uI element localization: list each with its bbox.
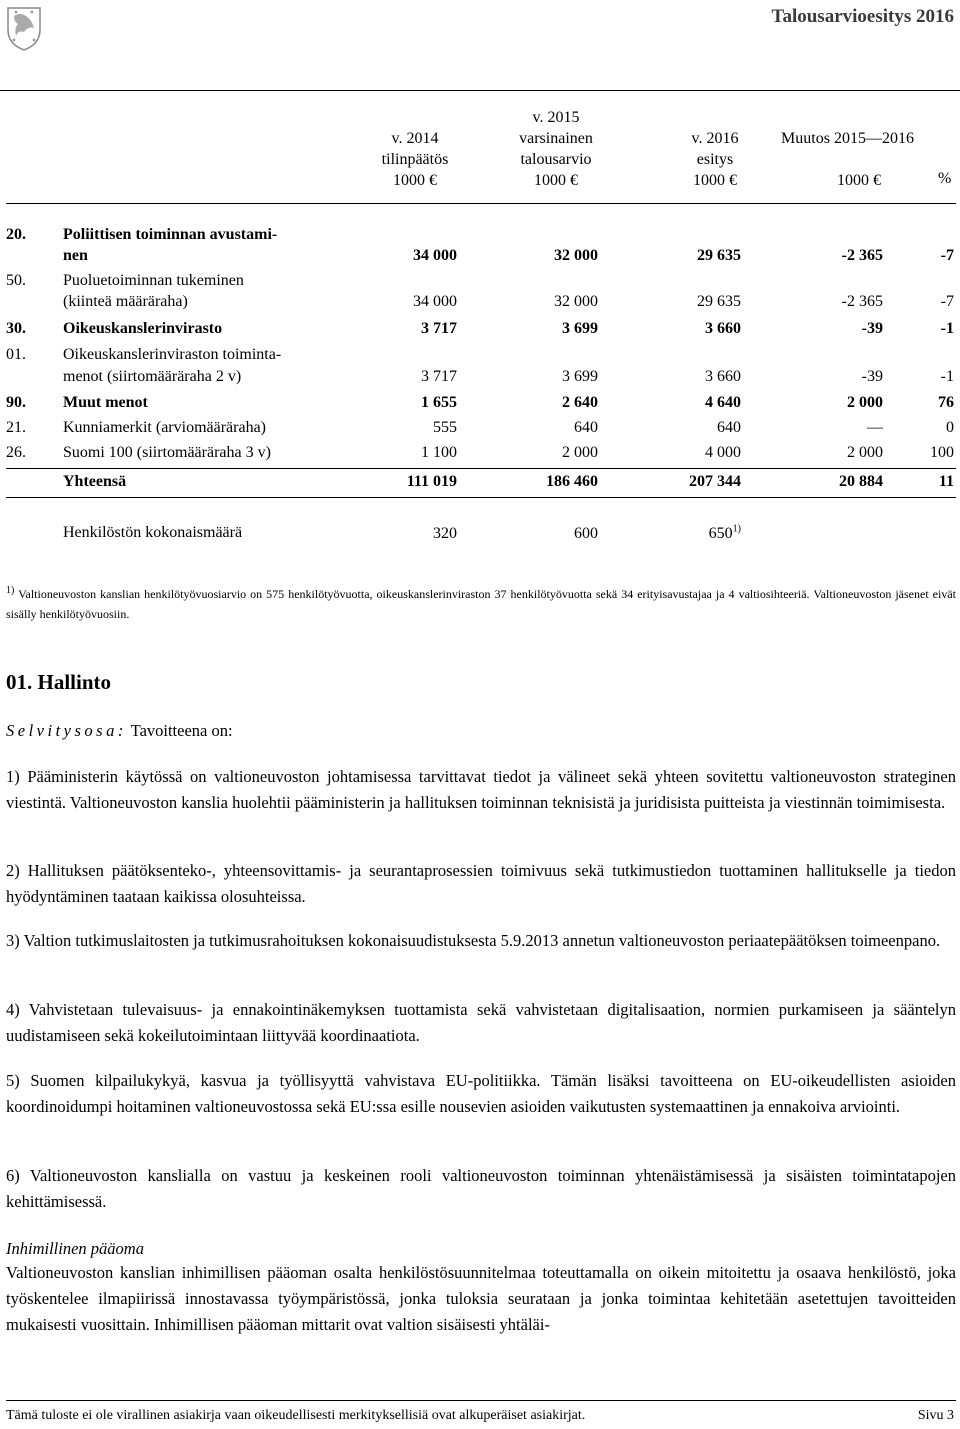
paragraph: 4) Vahvistetaan tulevaisuus- ja ennakointinäkemyksen tuottamista sekä vahvistetaan digitalisaation, normien purkamiseen ja sääntelyn uudistamiseen sekä kokeilutoimintaan liittyvää koordinaatiota.	[6, 1000, 956, 1045]
table-header-rule	[6, 203, 956, 204]
col-header-2014: v. 2014 tilinpäätös 1000 €	[381, 130, 449, 189]
paragraph: 3) Valtion tutkimuslaitosten ja tutkimusrahoituksen kokonaisuudistuksesta 5.9.2013 annetun valtioneuvoston periaatepäätöksen toimeenpano.	[6, 931, 941, 950]
header-rule	[0, 90, 960, 91]
footer-rule	[6, 1400, 956, 1401]
table-total-rule	[6, 468, 956, 469]
col-header-change: Muutos 2015—2016 1000 €	[781, 130, 914, 189]
col-header-percent: %	[938, 170, 952, 187]
paragraph: 1) Pääministerin käytössä on valtioneuvoston johtamisessa tarvittavat tiedot ja välineet sekä yhteen sovitettu valtioneuvoston strateginen viestintä. Valtioneuvoston kanslia huolehtii pääministerin ja hallituksen toiminnan teknisistä ja juridisista puitteista ja viestinnän toimimisesta.	[6, 767, 956, 812]
paragraph: 2) Hallituksen päätöksenteko-, yhteensovittamis- ja seurantaprosessien toimivuus sekä tutkimustiedon tuottaminen hallitukselle ja tiedon hyödyntäminen taataan kaikissa olosuhteissa.	[6, 861, 956, 906]
coat-of-arms-logo	[4, 4, 44, 52]
col-header-2015: v. 2015 varsinainen talousarvio 1000 €	[519, 109, 593, 189]
footnote: $^{1)}$ Valtioneuvoston kanslian henkilötyövuosiarvio on 575 henkilötyövuotta, oikeuskanslerinviraston 37 henkilötyövuotta sekä 34 erityisavustajaa ja 4 valtiosihteeriä. Valtioneuvoston jäsenet eivät sisälly henkilötyövuosiin.	[6, 585, 956, 621]
page-number: Sivu 3	[917, 1408, 954, 1423]
subheading: Inhimillinen pääoma	[6, 1239, 144, 1258]
paragraph: 5) Suomen kilpailukykyä, kasvua ja työllisyyttä vahvistava EU-politiikka. Tämän lisäksi tavoitteena on EU-oikeudellisten asioiden koordinoidumpi hoitaminen valtioneuvostossa sekä EU:ssa esille nousevien asioiden vaikutusten systemaattinen ja ennakoiva arviointi.	[6, 1071, 956, 1116]
section-heading: 01. Hallinto	[6, 670, 112, 694]
footer-disclaimer: Tämä tuloste ei ole virallinen asiakirja vaan oikeudellisesti merkityksellisiä ovat alkuperäiset asiakirjat.	[6, 1408, 586, 1423]
paragraph: Valtioneuvoston kanslian inhimillisen pääoman osalta henkilöstösuunnitelmaa toteuttamalla on oikein mitoitettu ja osaava henkilöstö, joka työskentelee ilmapiirissä innostavassa työympäristössä, jonka tuloksia seurataan ja jonka toimintaa kehitetään asetettujen tavoitteiden mukaisesti vuosittain. Inhimillisen pääoman mittarit ovat valtion sisäisesti yhtäläi-	[6, 1263, 956, 1334]
col-header-2016: v. 2016 esitys 1000 €	[691, 130, 739, 189]
paragraph: 6) Valtioneuvoston kanslialla on vastuu ja keskeinen rooli valtioneuvoston toiminnan yhtenäistämisessä ja sisäisten toimintatapojen kehittämisessä.	[6, 1166, 956, 1211]
document-title: Talousarvioesitys 2016	[771, 6, 954, 27]
table-bottom-rule	[6, 497, 956, 498]
selvitysosa-line: Selvitysosa: Tavoitteena on:	[6, 721, 233, 740]
